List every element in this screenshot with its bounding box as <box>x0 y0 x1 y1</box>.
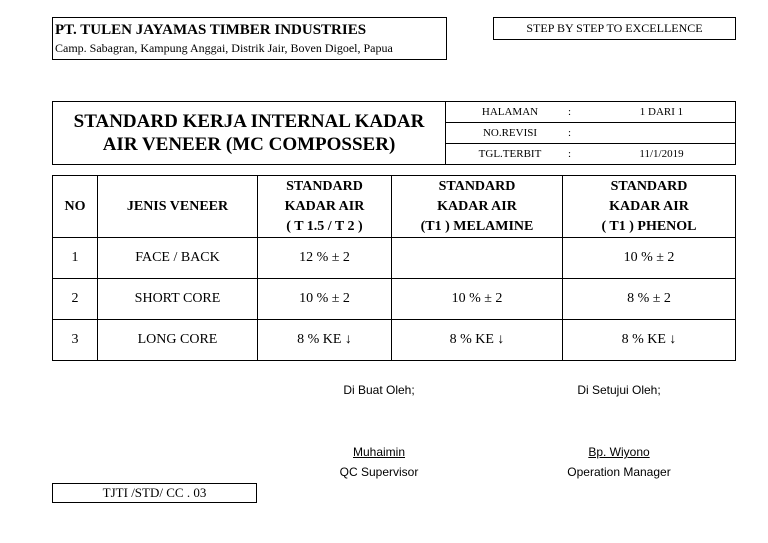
meta-value-terbit: 11/1/2019 <box>588 144 736 165</box>
cell-t15: 10 % ± 2 <box>258 279 392 320</box>
cell-phenol: 10 % ± 2 <box>563 238 736 279</box>
cell-t15: 12 % ± 2 <box>258 238 392 279</box>
header-line: KADAR AIR <box>284 198 365 214</box>
header-line: ( T 1.5 / T 2 ) <box>286 218 363 234</box>
document-title-line2: AIR VENEER (MC COMPOSSER) <box>102 134 396 155</box>
table-header-row <box>53 176 736 238</box>
header-line: KADAR AIR <box>437 198 517 214</box>
header-line: KADAR AIR <box>609 198 689 214</box>
meta-label-halaman: HALAMAN <box>446 102 569 123</box>
cell-melamine: 10 % ± 2 <box>392 279 563 320</box>
table-row <box>53 238 736 279</box>
header-line: (T1 ) MELAMINE <box>420 218 534 234</box>
header-standard-melamine <box>392 176 563 238</box>
document-title <box>53 102 446 165</box>
meta-label-revisi: NO.REVISI <box>446 123 569 144</box>
header-standard-phenol <box>563 176 736 238</box>
meta-colon: : <box>568 102 588 123</box>
cell-t15: 8 % KE ↓ <box>258 320 392 361</box>
approved-by-title: Operation Manager <box>567 465 671 479</box>
cell-no: 2 <box>53 279 98 320</box>
header-line: STANDARD <box>286 178 363 194</box>
header-line: STANDARD <box>610 178 688 194</box>
cell-melamine: 8 % KE ↓ <box>392 320 563 361</box>
cell-jenis: LONG CORE <box>98 320 258 361</box>
document-title-line1: STANDARD KERJA INTERNAL KADAR <box>73 111 425 132</box>
made-by-label: Di Buat Oleh; <box>343 383 415 397</box>
cell-phenol: 8 % ± 2 <box>563 279 736 320</box>
cell-jenis: FACE / BACK <box>98 238 258 279</box>
meta-label-terbit: TGL.TERBIT <box>446 144 569 165</box>
document-header-table <box>52 101 736 165</box>
company-name: PT. TULEN JAYAMAS TIMBER INDUSTRIES <box>55 22 367 38</box>
approved-by-name: Bp. Wiyono <box>588 445 650 459</box>
table-row <box>53 320 736 361</box>
cell-jenis: SHORT CORE <box>98 279 258 320</box>
meta-colon: : <box>568 123 588 144</box>
cell-melamine <box>392 238 563 279</box>
table-row <box>53 279 736 320</box>
approved-by-label: Di Setujui Oleh; <box>577 383 661 397</box>
document-code: TJTI /STD/ CC . 03 <box>52 483 257 503</box>
cell-no: 1 <box>53 238 98 279</box>
header-no: NO <box>53 176 98 238</box>
company-address: Camp. Sabagran, Kampung Anggai, Distrik Jair, Boven Digoel, Papua <box>55 41 393 55</box>
made-by-name: Muhaimin <box>352 445 406 459</box>
meta-value-revisi <box>588 123 736 144</box>
header-line: STANDARD <box>438 178 516 194</box>
header-jenis-veneer: JENIS VENEER <box>98 176 258 238</box>
header-standard-t15 <box>258 176 392 238</box>
made-by-title: QC Supervisor <box>339 465 419 479</box>
company-header <box>52 17 447 60</box>
meta-colon: : <box>568 144 588 165</box>
header-line: ( T1 ) PHENOL <box>601 218 697 234</box>
cell-no: 3 <box>53 320 98 361</box>
cell-phenol: 8 % KE ↓ <box>563 320 736 361</box>
moisture-standard-table <box>52 175 736 361</box>
meta-value-halaman: 1 DARI 1 <box>588 102 736 123</box>
motto-box: STEP BY STEP TO EXCELLENCE <box>493 17 736 40</box>
